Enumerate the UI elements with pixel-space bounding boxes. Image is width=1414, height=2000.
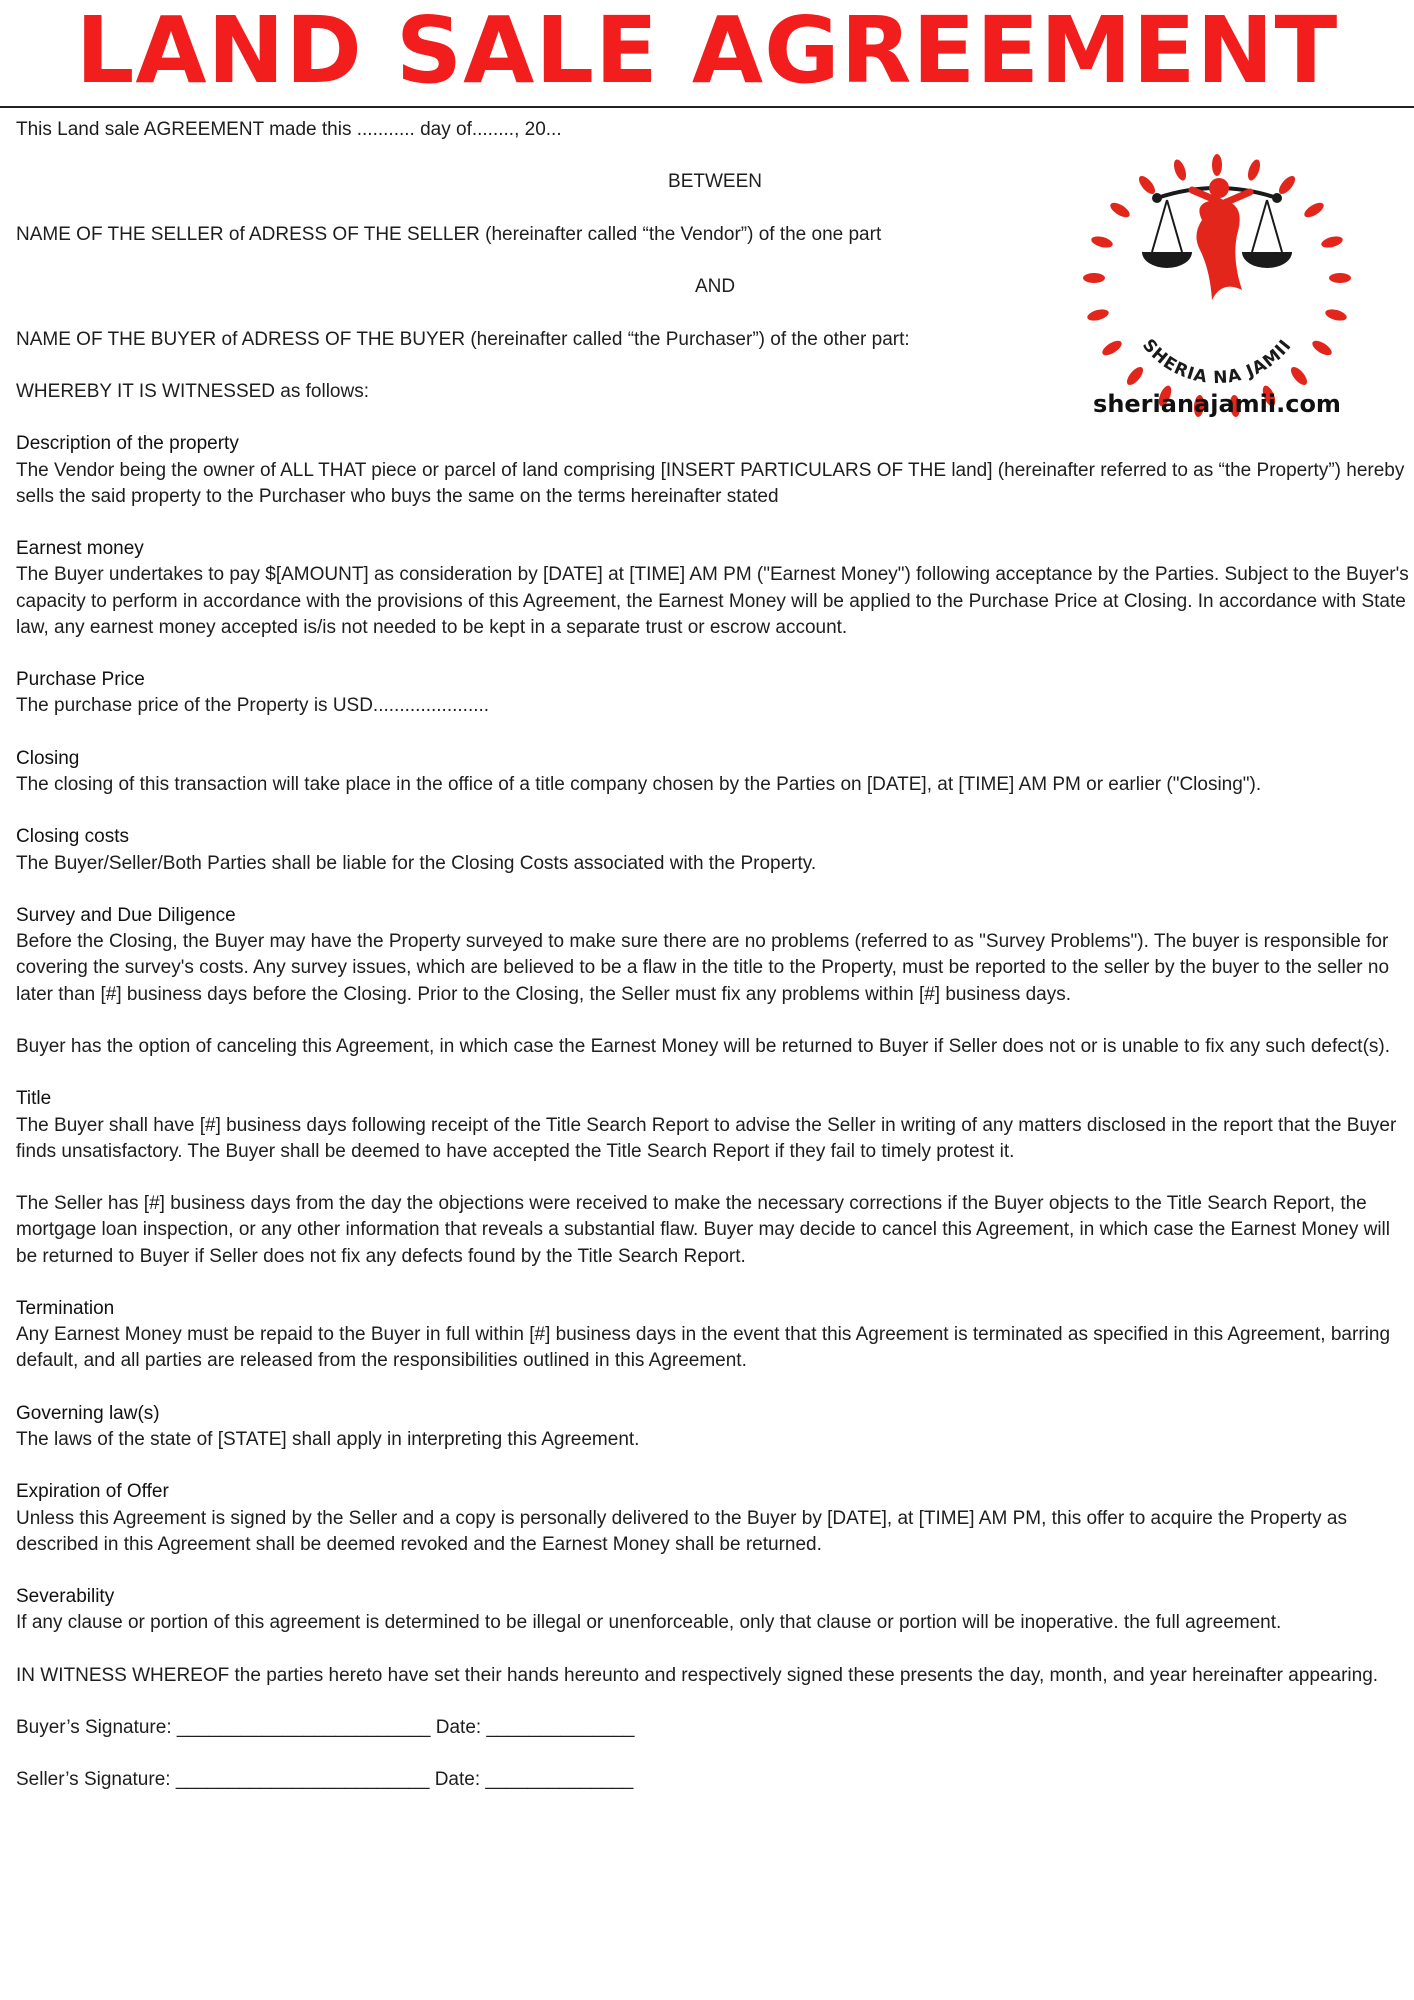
section-paragraph: The Seller has [#] business days from the day the objections were received to make the necessary corrections if the Buyer objects to the Title Search Report, the mortgage loan inspection, or any other information that reveals a substantial flaw. Buyer may decide to cancel this Agreement, in which case the Earnest Money will be returned to Buyer if Seller does not fix any defects found by the Title Search Report. [16,1193,1391,1267]
section-paragraph: Before the Closing, the Buyer may have the Property surveyed to make sure there are no problems (referred to as "Survey Problems"). The buyer is responsible for covering the survey's costs. Any survey issues, which are believed to be a flaw in the title to the Property, must be reported to the seller by the buyer to the seller no later than [#] business days before the Closing. Prior to the Closing, the Seller must fix any problems within [#] business days. [16,931,1390,1005]
section-heading: Survey and Due Diligence [16,904,236,926]
section-heading: Purchase Price [16,669,145,691]
intro-line: This Land sale AGREEMENT made this ........... day of........, 20... [16,119,562,140]
section-paragraph: Buyer has the option of canceling this Agreement, in which case the Earnest Money will be returned to Buyer if Seller does not or is unable to fix any such defect(s). [16,1035,1391,1057]
seller-party: NAME OF THE SELLER of ADRESS OF THE SELLER (hereinafter called “the Vendor”) of the one part [16,223,882,245]
section-heading: Title [16,1088,52,1110]
and-label: AND [694,276,736,298]
section-heading: Closing [16,747,80,769]
agreement-body [16,117,1414,1794]
section-heading: Governing law(s) [16,1402,160,1424]
buyer-signature-line: Buyer’s Signature: ________________________ Date: ______________ [16,1717,635,1739]
document-title: LAND SALE AGREEMENT [75,0,1339,104]
section-purchase-price [16,667,1414,719]
section-description [16,431,1414,510]
section-paragraph: The Buyer undertakes to pay $[AMOUNT] as consideration by [DATE] at [TIME] AM PM ("Earnest Money") following acceptance by the Parties. Subject to the Buyer's capacity to perform in accordance with the provisions of this Agreement, the Earnest Money will be applied to the Purchase Price at Closing. In accordance with State law, any earnest money accepted is/is not needed to be kept in a separate trust or escrow account. [16,564,1409,638]
seller-signature-line: Seller’s Signature: ________________________ Date: ______________ [16,1769,634,1791]
section-closing-costs [16,824,1414,876]
section-paragraph: The Buyer/Seller/Both Parties shall be liable for the Closing Costs associated with the Property. [16,852,817,874]
logo-website: sherianajamii.com [1093,390,1341,418]
between-label: BETWEEN [668,171,762,193]
section-paragraph: The purchase price of the Property is USD...................... [16,695,490,717]
section-paragraph: The laws of the state of [STATE] shall apply in interpreting this Agreement. [16,1428,640,1450]
section-paragraph: The Vendor being the owner of ALL THAT piece or parcel of land comprising [INSERT PARTICULARS OF THE land] (hereinafter referred to as “the Property”) hereby sells the said property to the Purchaser who buys the same on the terms hereinafter stated [16,459,1405,507]
logo-ring-text: SHERIA NA JAMII [1138,335,1296,389]
section-heading: Severability [16,1586,115,1608]
title-divider [0,106,1414,108]
section-paragraph: Any Earnest Money must be repaid to the Buyer in full within [#] business days in the event that this Agreement is terminated as specified in this Agreement, barring default, and all parties are released from the responsibilities outlined in this Agreement. [16,1324,1391,1372]
section-termination [16,1296,1414,1375]
buyer-party: NAME OF THE BUYER of ADRESS OF THE BUYER (hereinafter called “the Purchaser”) of the other part: [16,328,910,350]
section-paragraph: Unless this Agreement is signed by the Seller and a copy is personally delivered to the Buyer by [DATE], at [TIME] AM PM, this offer to acquire the Property as described in this Agreement shall be deemed revoked and the Earnest Money shall be returned. [16,1507,1347,1555]
witnessed-line: WHEREBY IT IS WITNESSED as follows: [16,380,369,402]
section-heading: Termination [16,1297,115,1319]
section-closing [16,746,1414,798]
section-title [16,1086,1414,1269]
witness-clause: IN WITNESS WHEREOF the parties hereto have set their hands hereunto and respectively signed these presents the day, month, and year hereinafter appearing. [16,1664,1379,1686]
section-heading: Closing costs [16,826,129,848]
section-expiration [16,1479,1414,1558]
section-survey [16,903,1414,1060]
section-paragraph: The Buyer shall have [#] business days following receipt of the Title Search Report to advise the Seller in writing of any matters disclosed in the report that the Buyer finds unsatisfactory. The Buyer shall be deemed to have accepted the Title Search Report if they fail to timely protest it. [16,1114,1397,1162]
section-paragraph: If any clause or portion of this agreement is determined to be illegal or unenforceable, only that clause or portion will be inoperative. the full agreement. [16,1612,1282,1634]
section-severability [16,1584,1414,1636]
section-governing-law [16,1401,1414,1453]
section-heading: Earnest money [16,538,144,560]
section-paragraph: The closing of this transaction will take place in the office of a title company chosen by the Parties on [DATE], at [TIME] AM PM or earlier ("Closing"). [16,773,1262,795]
section-heading: Expiration of Offer [16,1481,169,1503]
section-heading: Description of the property [16,433,239,455]
section-earnest-money [16,536,1414,641]
